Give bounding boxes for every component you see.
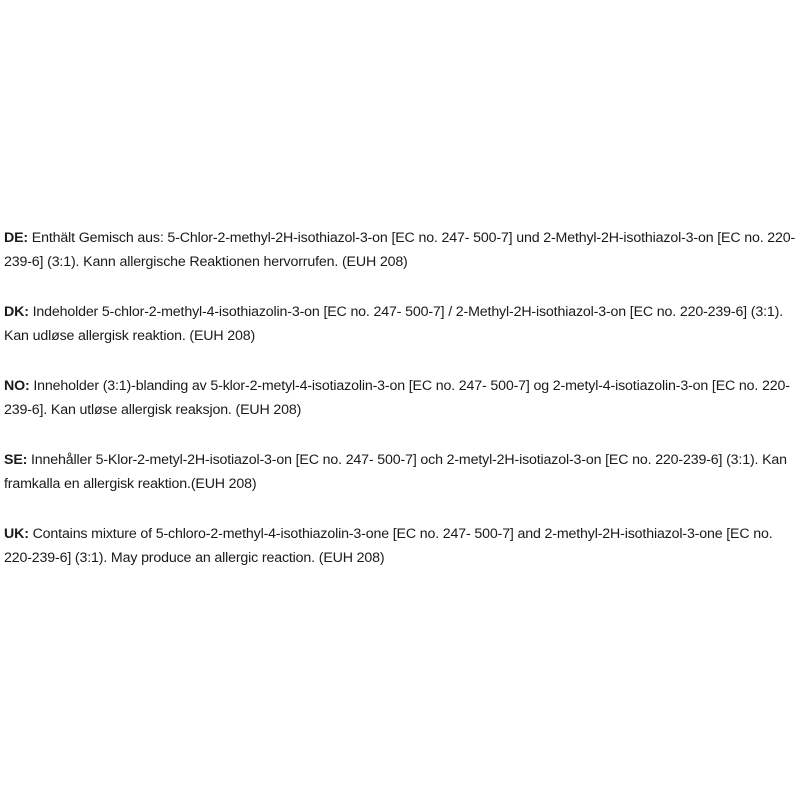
allergen-statements (4, 226, 796, 596)
language-code-uk: UK: (4, 526, 29, 542)
statement-dk: Indeholder 5-chlor-2-methyl-4-isothiazolin-3-on [EC no. 247- 500-7] / 2-Methyl-2H-isothiazol-3-on [EC no. 220-239-6] (3:1). Kan udløse allergisk reaktion. (EUH 208) (4, 304, 783, 344)
statement-uk: Contains mixture of 5-chloro-2-methyl-4-isothiazolin-3-one [EC no. 247- 500-7] and 2-methyl-2H-isothiazol-3-one [EC no. 220-239-6] (3:1). May produce an allergic reaction. (EUH 208) (4, 526, 773, 566)
paragraph-de (4, 226, 796, 274)
statement-no: Inneholder (3:1)-blanding av 5-klor-2-metyl-4-isotiazolin-3-on [EC no. 247- 500-7] og 2-metyl-4-isotiazolin-3-on [EC no. 220-239-6]. Kan utløse allergisk reaksjon. (EUH 208) (4, 378, 790, 418)
language-code-de: DE: (4, 230, 28, 246)
paragraph-uk (4, 522, 796, 570)
paragraph-dk (4, 300, 796, 348)
paragraph-se (4, 448, 796, 496)
language-code-no: NO: (4, 378, 30, 394)
language-code-dk: DK: (4, 304, 29, 320)
paragraph-no (4, 374, 796, 422)
statement-se: Innehåller 5-Klor-2-metyl-2H-isotiazol-3-on [EC no. 247- 500-7] och 2-metyl-2H-isotiazol-3-on [EC no. 220-239-6] (3:1). Kan framkalla en allergisk reaktion.(EUH 208) (4, 452, 787, 492)
statement-de: Enthält Gemisch aus: 5-Chlor-2-methyl-2H-isothiazol-3-on [EC no. 247- 500-7] und 2-Methyl-2H-isothiazol-3-on [EC no. 220-239-6] (3:1). Kann allergische Reaktionen hervorrufen. (EUH 208) (4, 230, 796, 270)
language-code-se: SE: (4, 452, 28, 468)
